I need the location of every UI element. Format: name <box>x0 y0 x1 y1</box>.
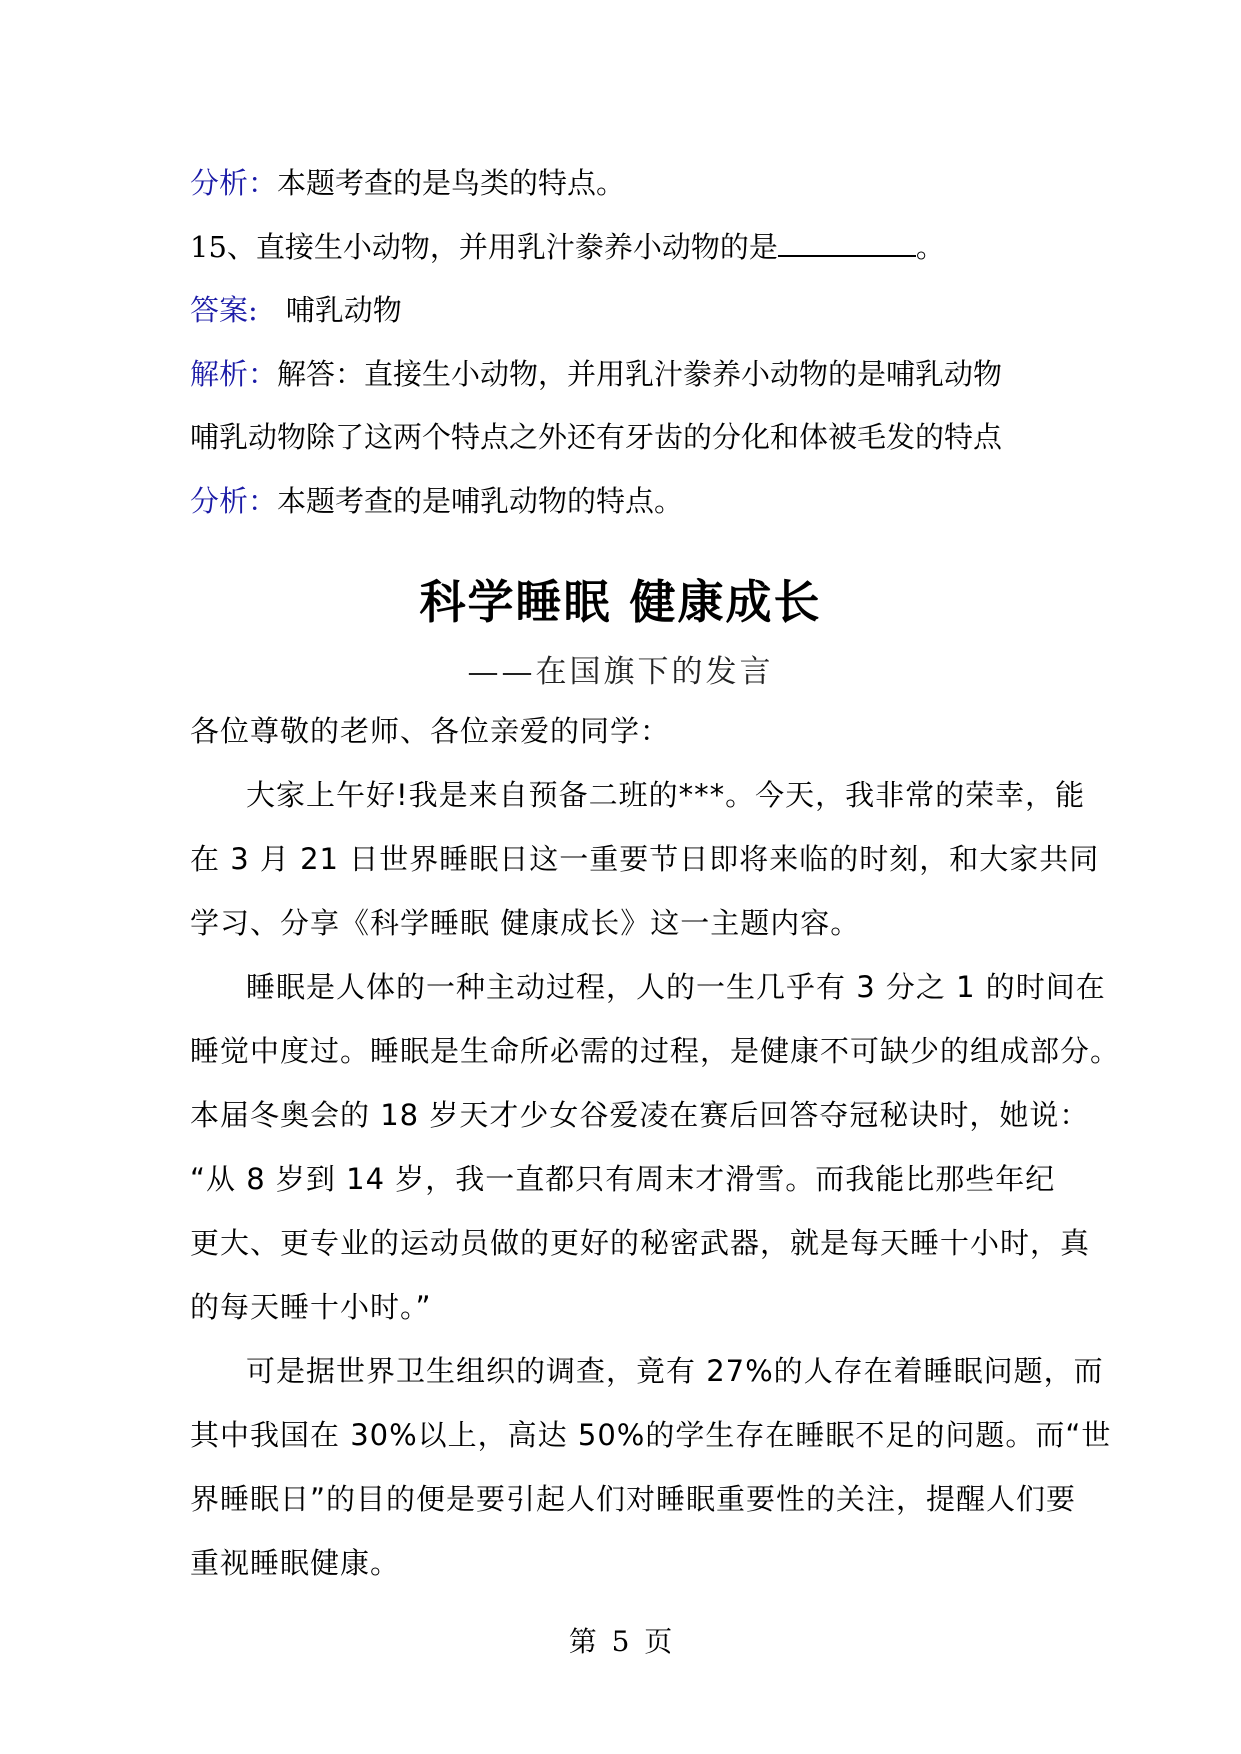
speech-line: 可是据世界卫生组织的调查，竟有 27%的人存在着睡眠问题，而 <box>246 1354 1104 1388</box>
speech-line: 睡眠是人体的一种主动过程，人的一生几乎有 3 分之 1 的时间在 <box>246 970 1106 1004</box>
question-15 <box>190 227 945 267</box>
explanation-text: 解答：直接生小动物，并用乳汁豢养小动物的是哺乳动物 <box>277 357 1003 391</box>
speech-greeting: 各位尊敬的老师、各位亲爱的同学： <box>190 714 671 748</box>
analysis-label-2: 分析： <box>190 484 278 518</box>
explanation-line-1 <box>190 354 1002 394</box>
answer-blank <box>778 227 916 257</box>
analysis-line-1 <box>190 163 625 203</box>
analysis-text: 本题考查的是鸟类的特点。 <box>277 166 626 200</box>
answer-label: 答案: <box>190 293 258 327</box>
speech-line: 在 3 月 21 日世界睡眠日这一重要节日即将来临的时刻，和大家共同 <box>190 842 1100 876</box>
speech-line: 本届冬奥会的 18 岁天才少女谷爱凌在赛后回答夺冠秘诀时，她说： <box>190 1098 1090 1132</box>
question-text: 15、直接生小动物，并用乳汁豢养小动物的是 <box>190 230 778 264</box>
speech-line: 大家上午好!我是来自预备二班的***。今天，我非常的荣幸，能 <box>246 778 1086 812</box>
speech-line: 学习、分享《科学睡眠 健康成长》这一主题内容。 <box>190 906 861 940</box>
speech-line: 更大、更专业的运动员做的更好的秘密武器，就是每天睡十小时，真 <box>190 1226 1091 1260</box>
analysis-text-2: 本题考查的是哺乳动物的特点。 <box>277 484 684 518</box>
answer-text: 哺乳动物 <box>285 293 402 327</box>
analysis-label: 分析： <box>190 166 278 200</box>
analysis-line-2 <box>190 481 683 521</box>
explanation-label: 解析： <box>190 357 278 391</box>
speech-line: 其中我国在 30%以上，高达 50%的学生存在睡眠不足的问题。而“世 <box>190 1418 1112 1452</box>
page-number: 第 5 页 <box>568 1625 673 1658</box>
speech-subtitle: ——在国旗下的发言 <box>467 654 774 690</box>
explanation-line-2: 哺乳动物除了这两个特点之外还有牙齿的分化和体被毛发的特点 <box>190 420 1003 454</box>
speech-line: 的每天睡十小时。” <box>190 1290 432 1324</box>
speech-title: 科学睡眠 健康成长 <box>419 575 822 629</box>
speech-line: 睡觉中度过。睡眠是生命所必需的过程，是健康不可缺少的组成部分。 <box>190 1034 1121 1068</box>
question-end: 。 <box>915 230 945 264</box>
speech-line: 重视睡眠健康。 <box>190 1546 401 1580</box>
speech-line: 界睡眠日”的目的便是要引起人们对睡眠重要性的关注，提醒人们要 <box>190 1482 1077 1516</box>
answer-line <box>190 290 402 330</box>
speech-line: “从 8 岁到 14 岁，我一直都只有周末才滑雪。而我能比那些年纪 <box>190 1162 1056 1196</box>
